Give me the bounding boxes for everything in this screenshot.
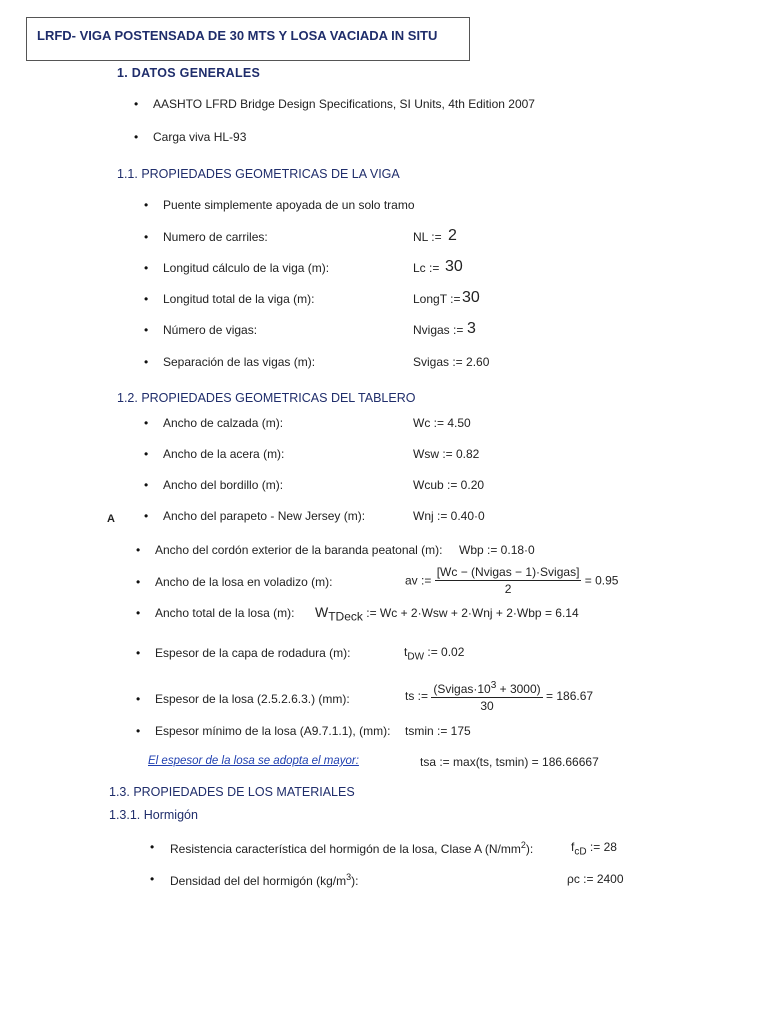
bullet: • bbox=[136, 575, 141, 589]
deck-item-label: Ancho total de la losa (m): bbox=[155, 606, 295, 620]
margin-letter: A bbox=[107, 513, 115, 525]
deck-item-label: Ancho del bordillo (m): bbox=[163, 478, 284, 492]
section-1-heading: 1. DATOS GENERALES bbox=[117, 66, 261, 80]
formula-lhs: av := bbox=[405, 573, 432, 588]
beam-item-label: Número de vigas: bbox=[163, 323, 258, 337]
fraction-numerator bbox=[431, 678, 542, 698]
spec-reference: AASHTO LFRD Bridge Design Specifications, SI Units, 4th Edition 2007 bbox=[153, 97, 535, 111]
bullet: • bbox=[136, 692, 141, 706]
fraction-numerator: [Wc − (Nvigas − 1)·Svigas] bbox=[436, 565, 580, 579]
formula-symbol: W bbox=[315, 604, 329, 620]
bullet: • bbox=[136, 724, 141, 738]
bullet: • bbox=[144, 416, 149, 430]
formula-subscript: TDeck bbox=[328, 609, 363, 624]
bullet: • bbox=[144, 323, 149, 337]
label-text: ): bbox=[525, 842, 534, 856]
wearing-surface-formula bbox=[404, 645, 464, 662]
bullet: • bbox=[134, 97, 139, 111]
label-text: ): bbox=[351, 874, 359, 888]
deck-item-label: Espesor de la losa (2.5.2.6.3.) (mm): bbox=[155, 692, 350, 706]
label-text: Densidad del del hormigón (kg/m bbox=[170, 874, 347, 888]
live-load: Carga viva HL-93 bbox=[153, 130, 247, 144]
slab-thickness-formula bbox=[405, 678, 593, 714]
beam-item-label: Longitud cálculo de la viga (m): bbox=[163, 261, 330, 275]
bullet: • bbox=[136, 646, 141, 660]
deck-item-label: Espesor de la capa de rodadura (m): bbox=[155, 646, 351, 660]
total-width-formula bbox=[315, 604, 579, 623]
material-item-label bbox=[170, 840, 533, 856]
cantilever-formula bbox=[405, 564, 618, 597]
var-value: 3 bbox=[467, 320, 476, 337]
bullet: • bbox=[136, 606, 141, 620]
formula-expression: := 28 bbox=[589, 840, 617, 854]
var-name: LongT := bbox=[413, 292, 461, 306]
bullet: • bbox=[150, 872, 155, 886]
fraction bbox=[431, 678, 542, 714]
bullet: • bbox=[144, 198, 149, 212]
var-expression: Wsw := 0.82 bbox=[413, 447, 480, 461]
bullet: • bbox=[134, 130, 139, 144]
adopted-thickness-formula: tsa := max(ts, tsmin) = 186.66667 bbox=[420, 755, 599, 769]
concrete-density-formula: ρc := 2400 bbox=[567, 872, 624, 886]
label-text: Resistencia característica del hormigón de la losa, Clase A (N/mm bbox=[170, 842, 521, 856]
formula-result: = 186.67 bbox=[546, 689, 594, 703]
deck-item-label: Ancho de la losa en voladizo (m): bbox=[155, 575, 333, 589]
var-value: 30 bbox=[445, 258, 463, 275]
formula-symbol: t bbox=[404, 645, 408, 659]
beam-item-label: Separación de las vigas (m): bbox=[163, 355, 316, 369]
formula-lhs: ts := bbox=[405, 689, 429, 703]
bullet: • bbox=[144, 478, 149, 492]
fraction-denominator: 30 bbox=[480, 699, 494, 713]
var-name: Nvigas := bbox=[413, 323, 464, 337]
formula-expression: := 0.02 bbox=[427, 645, 465, 659]
section-1-2-heading: 1.2. PROPIEDADES GEOMETRICAS DEL TABLERO bbox=[117, 391, 416, 405]
adopted-thickness-note: El espesor de la losa se adopta el mayor: bbox=[148, 755, 359, 767]
var-expression: tsmin := 175 bbox=[405, 724, 471, 738]
title-box bbox=[26, 17, 470, 61]
var-value: 2 bbox=[448, 227, 457, 244]
section-1-1-heading: 1.1. PROPIEDADES GEOMETRICAS DE LA VIGA bbox=[117, 167, 400, 181]
formula-subscript: DW bbox=[407, 651, 425, 663]
var-value: 30 bbox=[462, 289, 480, 306]
var-name: Lc := bbox=[413, 261, 440, 275]
label-exponent: 2 bbox=[520, 840, 526, 850]
formula-symbol: f bbox=[571, 840, 575, 854]
label-exponent: 3 bbox=[346, 872, 352, 882]
deck-item-label: Ancho del parapeto - New Jersey (m): bbox=[163, 509, 366, 523]
beam-item-label: Longitud total de la viga (m): bbox=[163, 292, 315, 306]
var-expression: Wbp := 0.18·0 bbox=[459, 543, 535, 557]
deck-item-label: Ancho de la acera (m): bbox=[163, 447, 285, 461]
numerator-part: + 3000) bbox=[496, 682, 541, 696]
beam-item-label: Puente simplemente apoyada de un solo tramo bbox=[163, 198, 415, 212]
deck-item-label: Ancho del cordón exterior de la baranda peatonal (m): bbox=[155, 543, 443, 557]
fraction bbox=[435, 564, 582, 597]
section-1-3-1-heading: 1.3.1. Hormigón bbox=[109, 808, 198, 822]
deck-item-label: Ancho de calzada (m): bbox=[163, 416, 284, 430]
bullet: • bbox=[144, 355, 149, 369]
var-expression: Wc := 4.50 bbox=[413, 416, 471, 430]
bullet: • bbox=[144, 261, 149, 275]
formula-subscript: cD bbox=[574, 846, 587, 858]
var-expression: Svigas := 2.60 bbox=[413, 355, 490, 369]
numerator-exponent: 3 bbox=[490, 680, 497, 691]
beam-item-label: Numero de carriles: bbox=[163, 230, 268, 244]
numerator-part: (Svigas·10 bbox=[433, 682, 491, 696]
document-title: LRFD- VIGA POSTENSADA DE 30 MTS Y LOSA VACIADA IN SITU bbox=[37, 28, 438, 43]
bullet: • bbox=[144, 447, 149, 461]
fraction-denominator: 2 bbox=[504, 582, 512, 596]
deck-item-label: Espesor mínimo de la losa (A9.7.1.1), (mm): bbox=[155, 724, 391, 738]
bullet: • bbox=[136, 543, 141, 557]
section-1-3-heading: 1.3. PROPIEDADES DE LOS MATERIALES bbox=[109, 785, 355, 799]
var-expression: Wnj := 0.40·0 bbox=[413, 509, 485, 523]
bullet: • bbox=[144, 292, 149, 306]
material-item-label bbox=[170, 872, 358, 888]
formula-result: = 0.95 bbox=[584, 573, 619, 588]
var-name: NL := bbox=[413, 230, 442, 244]
var-expression: Wcub := 0.20 bbox=[413, 478, 485, 492]
bullet: • bbox=[150, 840, 155, 854]
concrete-strength-formula bbox=[571, 840, 617, 857]
bullet: • bbox=[144, 509, 149, 523]
formula-expression: := Wc + 2·Wsw + 2·Wnj + 2·Wbp = 6.14 bbox=[366, 606, 579, 620]
bullet: • bbox=[144, 230, 149, 244]
